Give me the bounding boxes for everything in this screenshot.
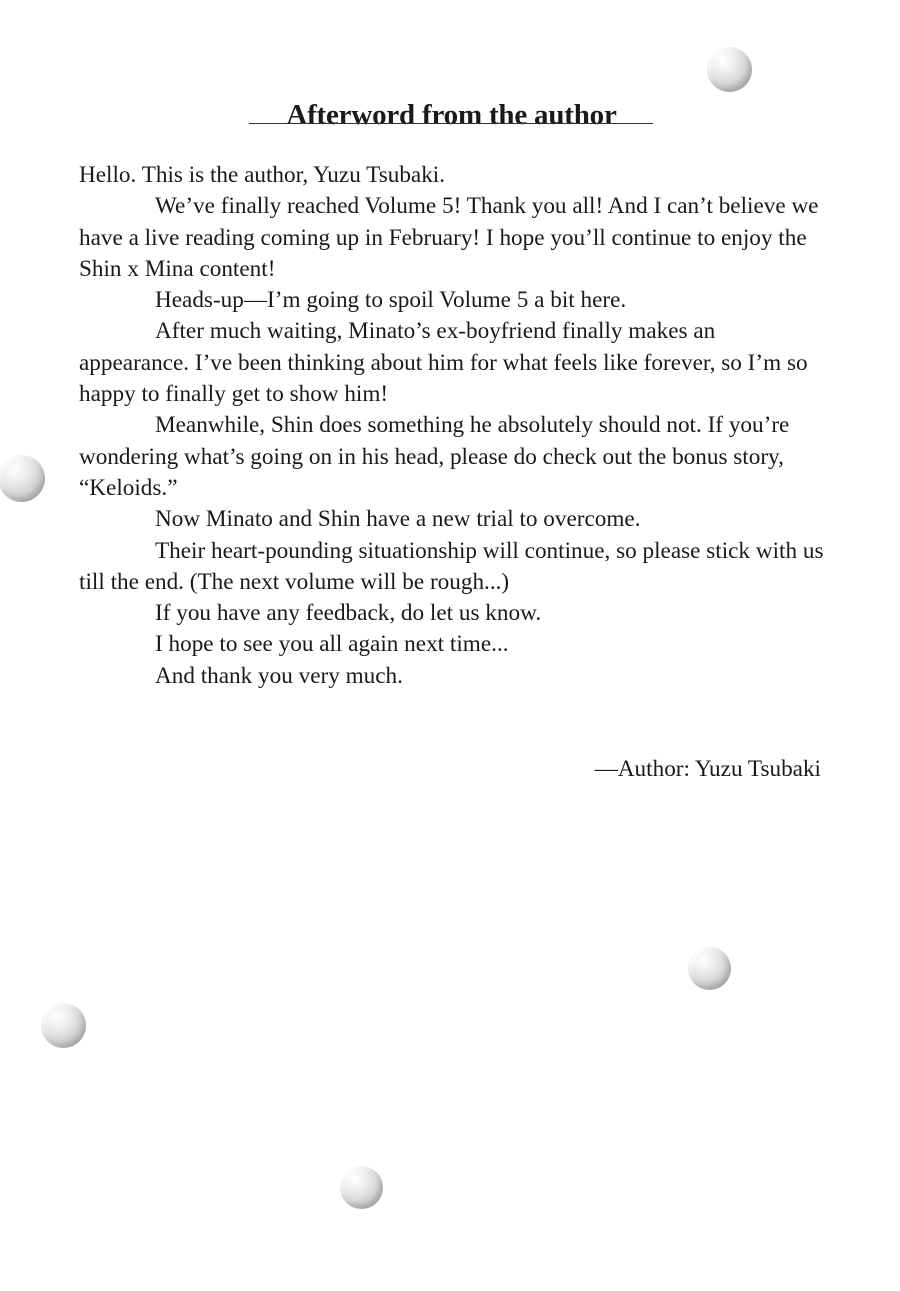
afterword-body (79, 160, 824, 692)
paragraph: Their heart-pounding situationship will continue, so please stick with us till the end. (The next volume will be rough...) (79, 537, 824, 595)
bubble-icon (41, 1003, 86, 1048)
paragraph: Heads-up—I’m going to spoil Volume 5 a bit here. (155, 287, 627, 314)
paragraph: And thank you very much. (155, 662, 403, 689)
paragraph: Now Minato and Shin have a new trial to overcome. (155, 506, 641, 533)
paragraph: Meanwhile, Shin does something he absolutely should not. If you’re wondering what’s going on in his head, please do check out the bonus story, “Keloids.” (79, 412, 790, 501)
paragraph: We’ve finally reached Volume 5! Thank you all! And I can’t believe we have a live reading coming up in February! I hope you’ll continue to enjoy the Shin x Mina content! (79, 193, 819, 282)
bubble-icon (707, 47, 752, 92)
bubble-icon (688, 947, 731, 990)
title-underline (249, 123, 653, 124)
page-title: Afterword from the author (286, 99, 617, 132)
author-signature: —Author: Yuzu Tsubaki (594, 756, 821, 782)
paragraph: Hello. This is the author, Yuzu Tsubaki. (79, 162, 446, 188)
paragraph: I hope to see you all again next time... (155, 631, 509, 658)
paragraph: After much waiting, Minato’s ex-boyfriend finally makes an appearance. I’ve been thinking about him for what feels like forever, so I’m so happy to finally get to show him! (79, 318, 808, 408)
bubble-icon (0, 455, 45, 502)
paragraph: If you have any feedback, do let us know. (155, 600, 542, 627)
bubble-icon (340, 1166, 383, 1209)
